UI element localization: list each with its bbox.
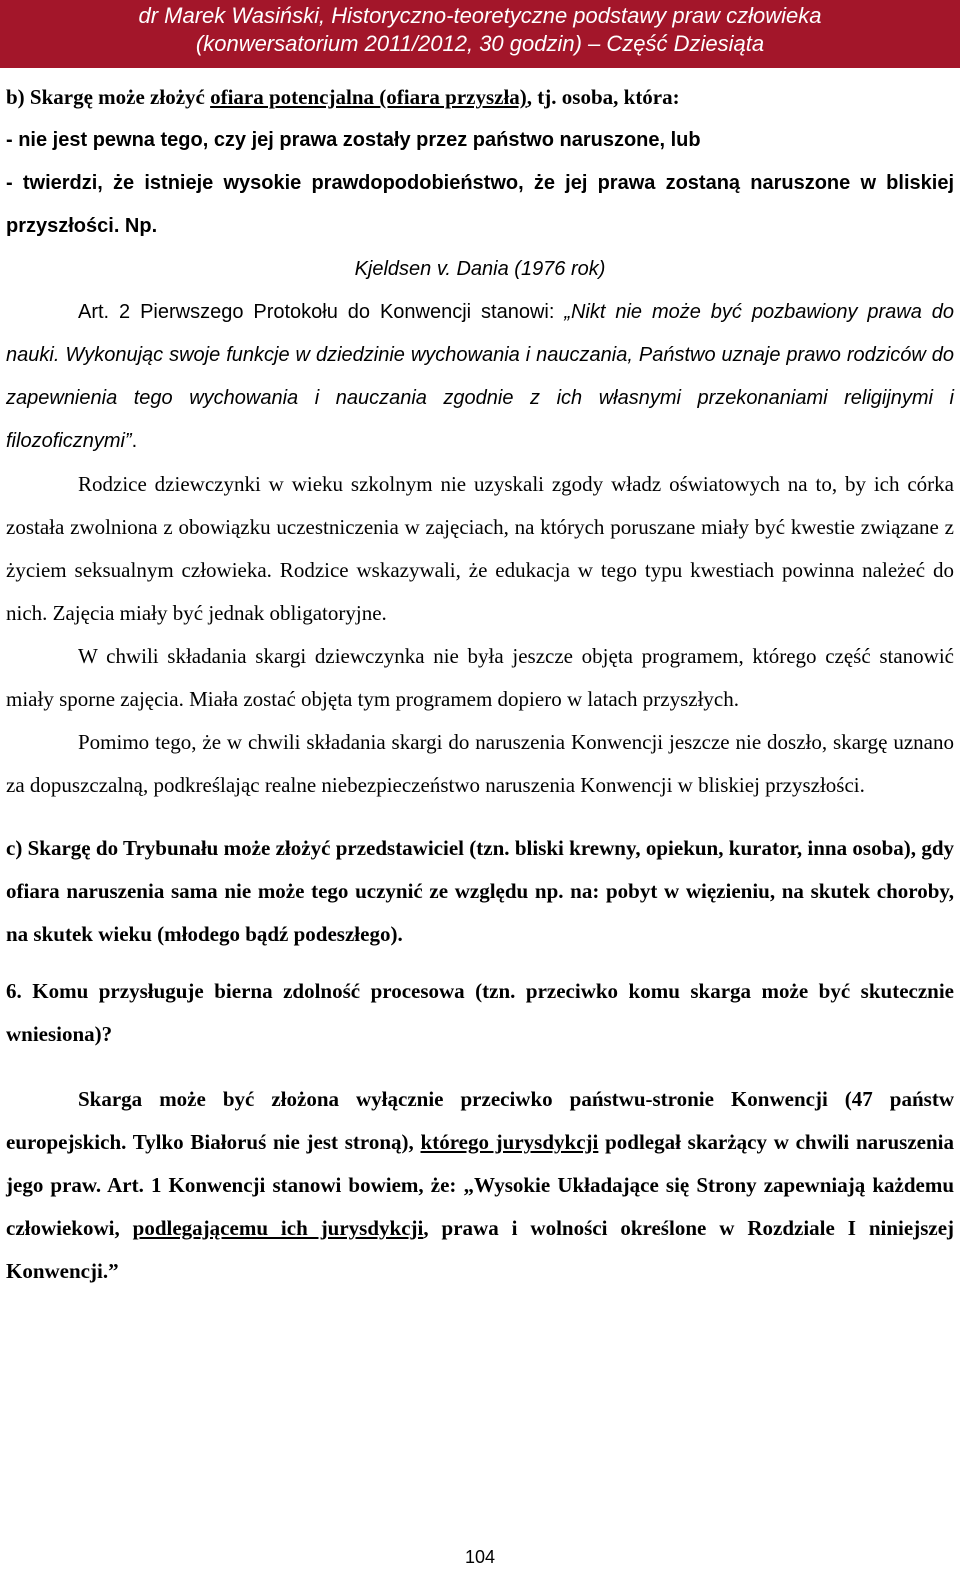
jurisdiction-term-1: którego jurysdykcji (420, 1130, 599, 1154)
page-number: 104 (464, 1547, 496, 1567)
section-b-item-2: - twierdzi, że istnieje wysokie prawdopodobieństwo, że jej prawa zostaną naruszone w bliskiej przyszłości. Np. (6, 172, 954, 237)
case-admissibility-paragraph: Pomimo tego, że w chwili składania skargi do naruszenia Konwencji jeszcze nie doszło, skargę uznano za dopuszczalną, podkreślając realne niebezpieczeństwo naruszenia Konwencji w bliskiej przyszłości. (6, 730, 954, 797)
case-title: Kjeldsen v. Dania (1976 rok) (354, 258, 606, 280)
header-course-info: (konwersatorium 2011/2012, 30 godzin) – Część Dziesiąta (195, 31, 765, 56)
header-author-title: dr Marek Wasiński, Historyczno-teoretyczne podstawy praw człowieka (138, 3, 822, 28)
section-c-representative: c) Skargę do Trybunału może złożyć przedstawiciel (tzn. bliski krewny, opiekun, kurator, inna osoba), gdy ofiara naruszenia sama nie może tego uczynić ze względu np. na: pobyt w więzieniu, na skutek choroby, na skutek wieku (młodego bądź podeszłego). (6, 836, 954, 946)
question-6-heading: 6. Komu przysługuje bierna zdolność procesowa (tzn. przeciwko komu skarga może być skutecznie wniesiona)? (6, 979, 954, 1046)
section-b-intro: b) Skargę może złożyć ofiara potencjalna (ofiara przyszła), tj. osoba, która: (6, 85, 680, 109)
case-timing-paragraph: W chwili składania skargi dziewczynka nie była jeszcze objęta programem, którego część stanowić miały sporne zajęcia. Miała zostać objęta tym programem dopiero w latach przyszłych. (6, 644, 954, 711)
answer-6-paragraph: Skarga może być złożona wyłącznie przeciwko państwu-stronie Konwencji (47 państw europejskich. Tylko Białoruś nie jest stroną), którego jurysdykcji podlegał skarżący w chwili naruszenia jego praw. Art. 1 Konwencji stanowi bowiem, że: „Wysokie Układające się Strony zapewniają każdemu człowiekowi, podlegającemu ich jurysdykcji, prawa i wolności określone w Rozdziale I niniejszej Konwencji.” (6, 1087, 955, 1283)
section-b-item-1: - nie jest pewna tego, czy jej prawa zostały przez państwo naruszone, lub (6, 129, 701, 151)
page-content (6, 76, 954, 1293)
jurisdiction-term-2: podlegającemu ich jurysdykcji (132, 1216, 424, 1240)
document-header (0, 0, 960, 68)
potential-victim-term: ofiara potencjalna (ofiara przyszła) (210, 85, 527, 109)
case-facts-paragraph: Rodzice dziewczynki w wieku szkolnym nie uzyskali zgody władz oświatowych na to, by ich córka została zwolniona z obowiązku uczestniczenia w zajęciach, na których poruszane miały być kwestie związane z życiem seksualnym człowieka. Rodzice wskazywali, że edukacja w tego typu kwestiach powinna należeć do nich. Zajęcia miały być jednak obligatoryjne. (6, 472, 954, 625)
protocol-article-quote: Art. 2 Pierwszego Protokołu do Konwencji stanowi: „Nikt nie może być pozbawiony prawa do nauki. Wykonując swoje funkcje w dziedzinie wychowania i nauczania, Państwo uznaje prawo rodziców do zapewnienia tego wychowania i nauczania zgodnie z ich własnymi przekonaniami religijnymi i filozoficznymi”. (6, 301, 955, 452)
